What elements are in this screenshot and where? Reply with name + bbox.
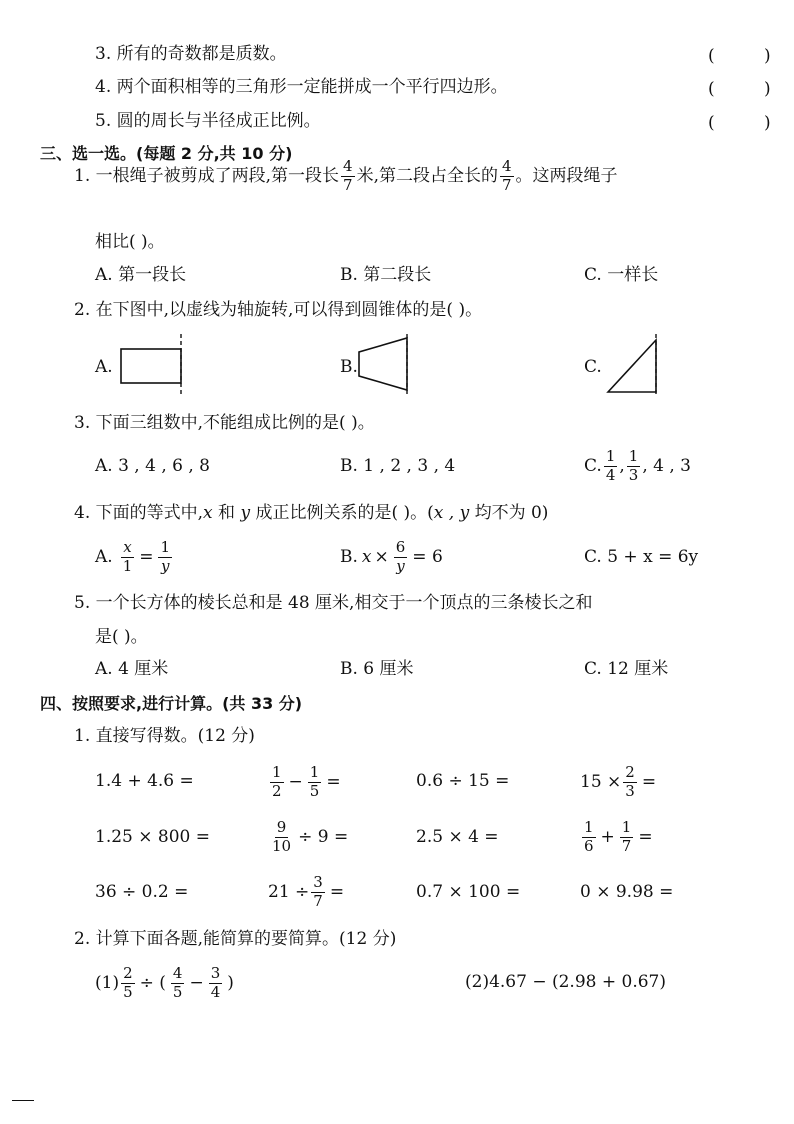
- calc-item: 21 ÷ $\frac{3}{7}$ =: [268, 872, 345, 910]
- answer-paren-close: ): [764, 79, 771, 99]
- denominator: 1: [122, 556, 133, 575]
- fraction: [604, 446, 618, 484]
- q3-option-c: C. $\frac{1}{4}$ , $\frac{1}{3}$ , 4 , 3: [584, 446, 691, 484]
- var-x: x: [361, 546, 372, 567]
- denominator: 5: [123, 982, 133, 1001]
- denominator: y: [396, 556, 405, 575]
- calc-text: ÷ 9 =: [298, 826, 349, 847]
- q4-option-b-rest: = 6: [412, 546, 443, 567]
- numerator: 1: [621, 817, 632, 836]
- numerator: 1: [160, 537, 171, 556]
- q4-text-a: 4. 下面的等式中,: [74, 503, 204, 523]
- denominator: 4: [210, 982, 221, 1001]
- q1-text-b: 米,第二段占全长的: [356, 165, 498, 186]
- denominator: 5: [309, 781, 320, 800]
- q4-option-a-label: A.: [95, 546, 113, 567]
- calc-item: 0.6 ÷ 15 =: [416, 771, 510, 791]
- q3-option-c-rest: , 4 , 3: [642, 455, 691, 476]
- denominator: y: [161, 556, 170, 575]
- question-1: [74, 158, 618, 194]
- fraction: [209, 963, 223, 1001]
- q5-option-a: A. 4 厘米: [95, 659, 169, 679]
- fraction: [308, 762, 322, 800]
- page-edge-mark: [12, 1100, 34, 1101]
- denominator: 3: [628, 465, 639, 484]
- problem-1: (1) $\frac{2}{5}$ ÷ ( $\frac{4}{5}$ − $\frac{3}{4}$ ): [95, 963, 234, 1001]
- q2-option-c-label: C.: [584, 357, 602, 377]
- numerator: 1: [272, 762, 282, 781]
- numerator: 9: [276, 817, 287, 836]
- numerator: 4: [501, 156, 512, 175]
- fraction: [341, 156, 355, 194]
- fraction: [121, 537, 135, 575]
- calc-item: 2.5 × 4 =: [416, 827, 499, 847]
- denominator: 3: [625, 781, 635, 800]
- calc-item: 15 × $\frac{2}{3}$ =: [580, 762, 657, 800]
- numerator: 1: [605, 446, 616, 465]
- numerator: 4: [172, 963, 183, 982]
- answer-paren-open: (: [708, 46, 715, 66]
- trapezoid-figure: [355, 334, 435, 394]
- calc-item: [268, 817, 351, 857]
- subsection-1: 1. 直接写得数。(12 分): [74, 726, 255, 746]
- calc-item: 1.4 + 4.6 =: [95, 771, 194, 791]
- numerator: 3: [313, 872, 323, 891]
- calc-item: $\frac{1}{2}$ − $\frac{1}{5}$ =: [272, 762, 341, 800]
- subsection-2: 2. 计算下面各题,能简算的要简算。(12 分): [74, 929, 397, 949]
- q1-text-c: 。这两段绳子: [515, 165, 618, 186]
- fraction: [623, 762, 637, 800]
- answer-paren-close: ): [764, 113, 771, 133]
- judge-item-3: 3. 所有的奇数都是质数。: [95, 44, 287, 64]
- q4-note: x , y: [433, 503, 470, 523]
- question-5: 5. 一个长方体的棱长总和是 48 厘米,相交于一个顶点的三条棱长之和: [74, 593, 593, 613]
- fraction: [121, 963, 135, 1001]
- q5-option-c: C. 12 厘米: [584, 659, 669, 679]
- answer-paren-close: ): [764, 46, 771, 66]
- judge-item-5: 5. 圆的周长与半径成正比例。: [95, 111, 321, 131]
- denominator: 7: [313, 891, 323, 910]
- calc-item: 0.7 × 100 =: [416, 882, 521, 902]
- numerator: 6: [395, 537, 406, 556]
- denominator: 6: [584, 836, 594, 855]
- calc-text: 15 ×: [580, 771, 622, 792]
- fraction: [311, 872, 325, 910]
- rectangle-figure: [115, 334, 195, 394]
- q4-option-a: A. $\frac{x}{1}$ = $\frac{1}{y}$: [95, 537, 171, 575]
- fraction: [158, 537, 172, 575]
- q4-text-b: 成正比例关系的是( )。(: [250, 503, 434, 523]
- denominator: 7: [501, 175, 512, 194]
- denominator: 7: [621, 836, 632, 855]
- q4-option-b: B. x × $\frac{6}{y}$ = 6: [340, 537, 443, 575]
- q5-line2: 是( )。: [95, 627, 148, 647]
- var-x: x: [203, 503, 213, 523]
- section-title-4: 四、按照要求,进行计算。(共 33 分): [40, 694, 303, 713]
- numerator: 2: [123, 963, 133, 982]
- q1-text-a: 1. 一根绳子被剪成了两段,第一段长: [74, 165, 340, 186]
- question-2: 2. 在下图中,以虚线为轴旋转,可以得到圆锥体的是( )。: [74, 300, 483, 320]
- fraction: [270, 817, 293, 855]
- q1-option-a: A. 第一段长: [95, 265, 187, 285]
- q3-option-c-label: C.: [584, 455, 602, 476]
- problem-label: (1): [95, 972, 120, 993]
- question-3: 3. 下面三组数中,不能组成比例的是( )。: [74, 413, 375, 433]
- triangle-figure: [600, 334, 670, 394]
- calc-item: 0 × 9.98 =: [580, 882, 674, 902]
- q1-option-c: C. 一样长: [584, 265, 659, 285]
- numerator: 4: [343, 156, 353, 175]
- var-y: y: [240, 503, 251, 523]
- numerator: 1: [628, 446, 639, 465]
- fraction: [171, 963, 185, 1001]
- calc-item: 1.25 × 800 =: [95, 827, 210, 847]
- q3-option-a: A. 3 , 4 , 6 , 8: [95, 456, 210, 476]
- denominator: 2: [272, 781, 282, 800]
- numerator: 1: [584, 817, 594, 836]
- problem-2: (2)4.67 − (2.98 + 0.67): [465, 972, 667, 992]
- q4-option-b-label: B.: [340, 546, 358, 567]
- judge-item-4: 4. 两个面积相等的三角形一定能拼成一个平行四边形。: [95, 77, 508, 97]
- q4-and: 和: [212, 503, 241, 523]
- q2-option-a-label: A.: [95, 357, 113, 377]
- q5-option-b: B. 6 厘米: [340, 659, 414, 679]
- numerator: 2: [625, 762, 635, 781]
- fraction: [620, 817, 634, 855]
- denominator: 10: [272, 836, 292, 855]
- q3-option-b: B. 1 , 2 , 3 , 4: [340, 456, 456, 476]
- question-4: [74, 505, 548, 522]
- numerator: x: [123, 537, 132, 556]
- fraction: [394, 537, 408, 575]
- calc-item: $\frac{1}{6}$ + $\frac{1}{7}$ =: [584, 817, 653, 855]
- fraction: [500, 156, 514, 194]
- denominator: 5: [172, 982, 183, 1001]
- fraction: [270, 762, 284, 800]
- calc-text: ): [227, 972, 234, 993]
- denominator: 7: [343, 175, 353, 194]
- numerator: 3: [210, 963, 221, 982]
- calc-item: 36 ÷ 0.2 =: [95, 882, 189, 902]
- q1-option-b: B. 第二段长: [340, 265, 432, 285]
- q4-text-c: 均不为 0): [469, 503, 549, 523]
- fraction: [627, 446, 641, 484]
- answer-paren-open: (: [708, 79, 715, 99]
- calc-text: ÷ (: [139, 972, 166, 993]
- q4-option-c: C. 5 + x = 6y: [584, 547, 699, 567]
- fraction: [582, 817, 596, 855]
- q1-line2: 相比( )。: [95, 232, 165, 252]
- section-title-3: 三、选一选。(每题 2 分,共 10 分): [40, 144, 293, 163]
- numerator: 1: [309, 762, 320, 781]
- calc-text: 21 ÷: [268, 881, 310, 902]
- answer-paren-open: (: [708, 113, 715, 133]
- q2-option-b-label: B.: [340, 357, 358, 377]
- denominator: 4: [605, 465, 616, 484]
